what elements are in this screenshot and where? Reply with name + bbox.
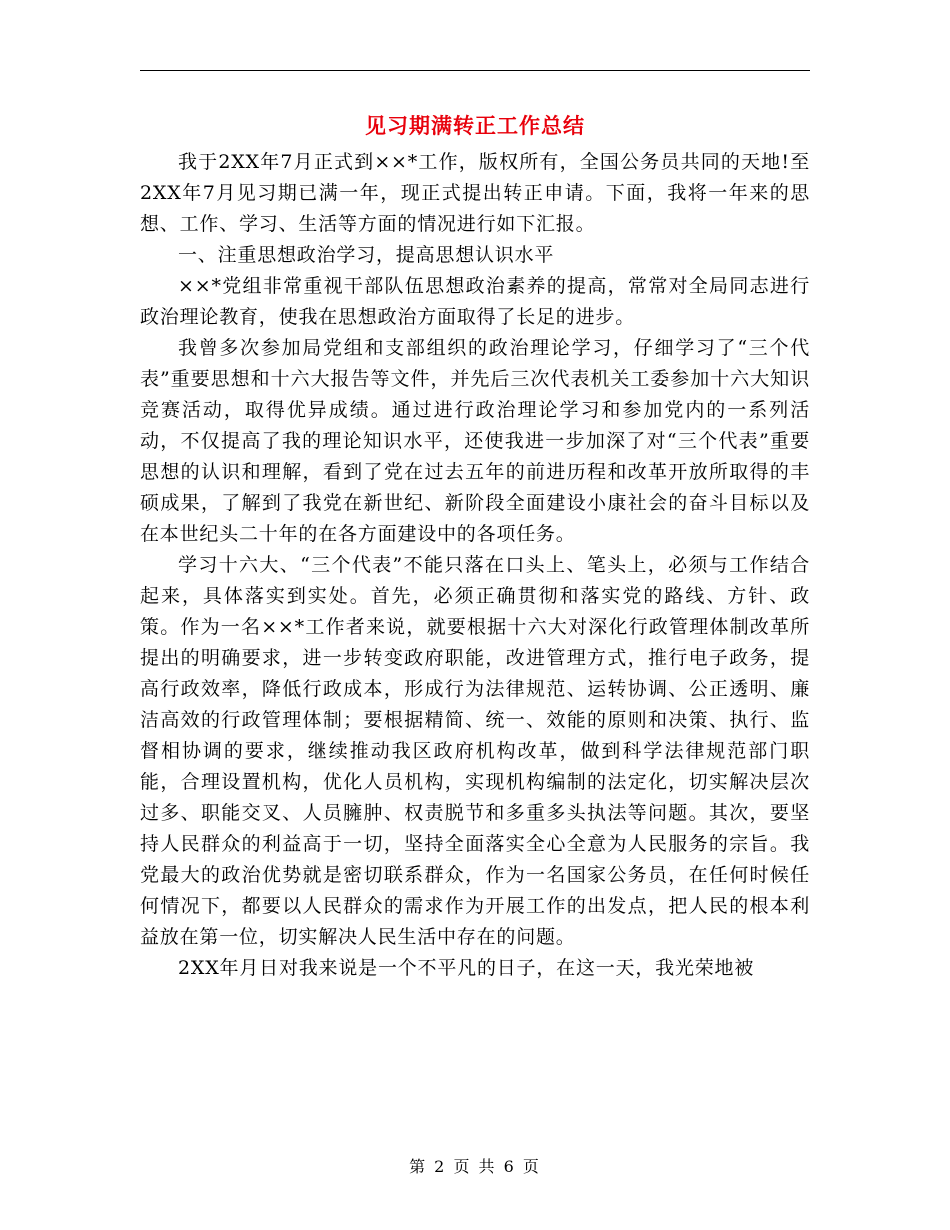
- paragraph: 学习十六大、“三个代表”不能只落在口头上、笔头上，必须与工作结合起来，具体落实到实处。首先，必须正确贯彻和落实党的路线、方针、政策。作为一名××*工作者来说，就要根据十六大对深化行政管理体制改革所提出的明确要求，进一步转变政府职能，改进管理方式，推行电子政务，提高行政效率，降低行政成本，形成行为法律规范、运转协调、公正透明、廉洁高效的行政管理体制；要根据精简、统一、效能的原则和决策、执行、监督相协调的要求，继续推动我区政府机构改革，做到科学法律规范部门职能，合理设置机构，优化人员机构，实现机构编制的法定化，切实解决层次过多、职能交叉、人员臃肿、权责脱节和多重多头执法等问题。其次，要坚持人民群众的利益高于一切，坚持全面落实全心全意为人民服务的宗旨。我党最大的政治优势就是密切联系群众，作为一名国家公务员，在任何时候任何情况下，都要以人民群众的需求作为开展工作的出发点，把人民的根本利益放在第一位，切实解决人民生活中存在的问题。: [140, 554, 810, 948]
- paragraph: 2XX年月日对我来说是一个不平凡的日子，在这一天，我光荣地被: [178, 957, 755, 979]
- paragraph: 我于2XX年7月正式到××*工作，版权所有，全国公务员共同的天地!至2XX年7月见习期已满一年，现正式提出转正申请。下面，我将一年来的思想、工作、学习、生活等方面的情况进行如下汇报。: [140, 151, 810, 235]
- paragraph: 我曾多次参加局党组和支部组织的政治理论学习，仔细学习了“三个代表”重要思想和十六大报告等文件，并先后三次代表机关工委参加十六大知识竞赛活动，取得优异成绩。通过进行政治理论学习和参加党内的一系列活动，不仅提高了我的理论知识水平，还使我进一步加深了对“三个代表”重要思想的认识和理解，看到了党在过去五年的前进历程和改革开放所取得的丰硕成果，了解到了我党在新世纪、新阶段全面建设小康社会的奋斗目标以及在本世纪头二十年的在各方面建设中的各项任务。: [140, 337, 810, 545]
- page-footer: 第 2 页 共 6 页: [409, 1157, 541, 1176]
- document-title: 见习期满转正工作总结: [365, 113, 585, 138]
- document-body: [140, 147, 810, 984]
- header-rule: [140, 70, 810, 71]
- section-heading: 一、注重思想政治学习，提高思想认识水平: [178, 244, 555, 266]
- paragraph: ××*党组非常重视干部队伍思想政治素养的提高，常常对全局同志进行政治理论教育，使我在思想政治方面取得了长足的进步。: [140, 275, 810, 328]
